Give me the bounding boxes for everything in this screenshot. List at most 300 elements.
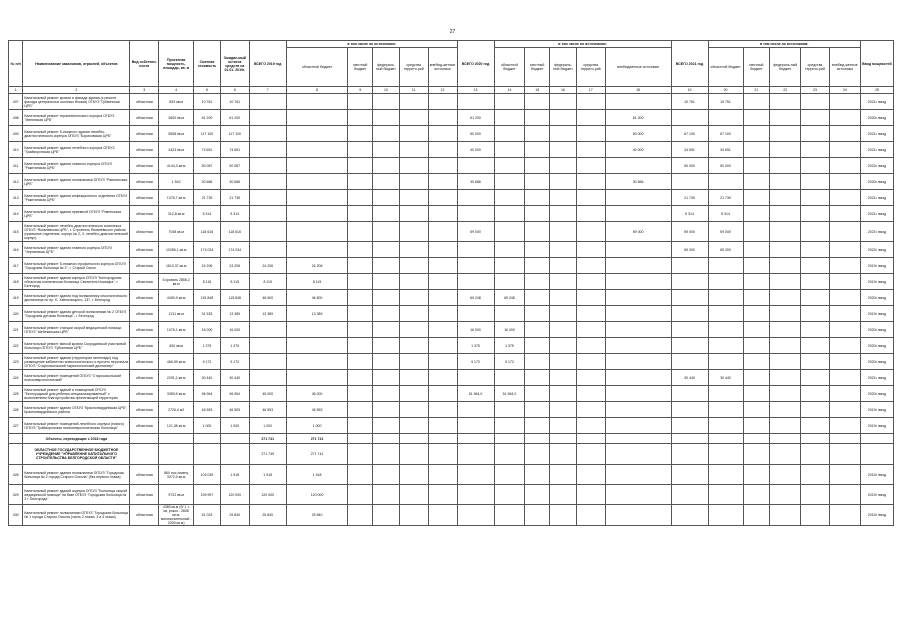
total-2020 — [457, 418, 494, 434]
regional-2021 — [708, 485, 743, 505]
offbudget-2020: 61 200 — [605, 110, 671, 126]
capacity: 4423 кв.м — [159, 142, 194, 158]
empty-cell — [348, 174, 373, 190]
empty-cell — [428, 142, 457, 158]
empty-cell — [576, 142, 605, 158]
investment-table — [8, 40, 894, 526]
empty-cell — [829, 434, 860, 444]
empty-cell — [770, 418, 801, 434]
total-2019 — [249, 338, 286, 354]
offbudget-2020 — [605, 402, 671, 418]
empty-cell — [671, 444, 708, 465]
regional-2019 — [286, 158, 348, 174]
row-number: 422 — [9, 338, 23, 354]
remaining-funds: 120 000 — [220, 485, 249, 505]
capacity: 6 кровать 2858,2 кв.м — [159, 274, 194, 290]
total-2019 — [249, 206, 286, 222]
remaining-funds: 74 651 — [220, 142, 249, 158]
empty-cell — [801, 434, 830, 444]
total-2020 — [457, 94, 494, 110]
remaining-funds: 21 739 — [220, 190, 249, 206]
empty-cell — [494, 434, 525, 444]
regional-2020 — [494, 274, 525, 290]
remaining-funds: 13 389 — [220, 306, 249, 322]
ownership: областная — [130, 386, 159, 402]
total-2021 — [671, 110, 708, 126]
regional-2021 — [708, 290, 743, 306]
object-name: Капитальный ремонт здания корпуса ОГБУЗ "Белгородская областная клиническая больница Святителя Иоасафа", г. Белгород — [23, 274, 130, 290]
empty-cell — [743, 158, 770, 174]
empty-cell — [399, 418, 428, 434]
commission-year: 2020г. ввод — [860, 174, 893, 190]
regional-2019 — [286, 174, 348, 190]
empty-cell — [399, 174, 428, 190]
regional-2019 — [286, 222, 348, 242]
empty-cell — [576, 110, 605, 126]
offbudget-2020 — [605, 290, 671, 306]
row-number: 411 — [9, 158, 23, 174]
ownership: областная — [130, 274, 159, 290]
regional-2019 — [286, 370, 348, 386]
column-number: 13 — [457, 87, 494, 94]
total-2020 — [457, 190, 494, 206]
remaining-funds: 30 666 — [220, 174, 249, 190]
ownership: областная — [130, 485, 159, 505]
empty-cell — [428, 110, 457, 126]
empty-cell — [829, 206, 860, 222]
empty-cell — [829, 258, 860, 274]
total-2020: 16 000 — [457, 322, 494, 338]
offbudget-2020: 59 000 — [605, 222, 671, 242]
empty-cell — [576, 505, 605, 526]
empty-cell — [743, 386, 770, 402]
total-2021 — [671, 338, 708, 354]
total-2019 — [249, 242, 286, 258]
empty-cell — [743, 258, 770, 274]
regional-2020: 51 964,0 — [494, 386, 525, 402]
table-row — [9, 290, 894, 306]
column-number: 3 — [130, 87, 159, 94]
header-offbudget: внебюджетные источники — [605, 48, 671, 87]
empty-cell — [525, 465, 550, 485]
estimated-cost: 239 997 — [194, 485, 221, 505]
empty-cell — [525, 386, 550, 402]
empty-cell — [801, 485, 830, 505]
header-remaining: Ожидае-мый остаток средств на 01.01. 2019г. — [220, 41, 249, 87]
regional-2020 — [494, 402, 525, 418]
summary-label: Объекты, переходящие с 2018 года — [23, 434, 130, 444]
empty-cell — [348, 354, 373, 370]
total-2019: 46 553 — [249, 402, 286, 418]
empty-cell — [9, 434, 23, 444]
capacity: 466,99 кв.м — [159, 354, 194, 370]
regional-2020 — [494, 158, 525, 174]
header-local: местный бюджет — [525, 48, 550, 87]
total-2021 — [671, 505, 708, 526]
capacity: 4490,9 кв.м — [159, 290, 194, 306]
empty-cell — [130, 444, 159, 465]
remaining-funds: 1 918 — [220, 465, 249, 485]
total-2019 — [249, 126, 286, 142]
empty-cell — [860, 434, 893, 444]
table-row — [9, 306, 894, 322]
remaining-funds: 8 115 — [220, 274, 249, 290]
empty-cell — [428, 444, 457, 465]
header-total-2019: ВСЕГО 2019 год — [249, 41, 286, 87]
empty-cell — [428, 370, 457, 386]
row-number: 428 — [9, 465, 23, 485]
empty-cell — [348, 94, 373, 110]
total-2020: 51 964,0 — [457, 386, 494, 402]
regional-2020 — [494, 222, 525, 242]
commission-year: 2022г. ввод — [860, 242, 893, 258]
total-2019 — [249, 110, 286, 126]
column-number: 24 — [829, 87, 860, 94]
empty-cell — [194, 444, 221, 465]
regional-2020 — [494, 190, 525, 206]
total-2019: 25 840 — [249, 505, 286, 526]
capacity: 833 кв.м — [159, 94, 194, 110]
table-row — [9, 110, 894, 126]
empty-cell — [829, 338, 860, 354]
remaining-funds: 30 440 — [220, 370, 249, 386]
empty-cell — [829, 505, 860, 526]
empty-cell — [829, 418, 860, 434]
commission-year: 2021г. ввод — [860, 142, 893, 158]
object-name: Капитальный ремонт помещений лечебного корпуса (нового) ОГБУЗ "Грайворонская психоневрологическая больница" — [23, 418, 130, 434]
regional-2020: 69 248 — [494, 290, 525, 306]
object-name: Капитальный ремонт терапевтического корпуса ОГБУЗ "Ивнянская ЦРБ" — [23, 110, 130, 126]
total-2019 — [249, 142, 286, 158]
empty-cell — [428, 306, 457, 322]
object-name: Капитальный ремонт здания приемной ОГБУЗ "Ровеньская ЦРБ" — [23, 206, 130, 222]
total-2019: 13 389 — [249, 306, 286, 322]
capacity: 2291,2 кв.м — [159, 370, 194, 386]
object-name: Капитальный ремонт лечебно-диагностического комплекса ОГБУЗ "Яковлевская ЦРБ", г. Строитель Яковлевского района (приемное отделение, корпус № 2, 3, лечебно-диагностический корпус) — [23, 222, 130, 242]
column-number: 2 — [23, 87, 130, 94]
ownership: областная — [130, 322, 159, 338]
empty-cell — [770, 434, 801, 444]
empty-cell — [348, 110, 373, 126]
table-row — [9, 190, 894, 206]
total-2021: 50 000 — [671, 158, 708, 174]
empty-cell — [399, 322, 428, 338]
empty-cell — [373, 505, 400, 526]
empty-cell — [743, 94, 770, 110]
empty-cell — [770, 206, 801, 222]
estimated-cost: 30 666 — [194, 174, 221, 190]
regional-2019: 1 000 — [286, 418, 348, 434]
empty-cell — [525, 158, 550, 174]
empty-cell — [743, 418, 770, 434]
empty-cell — [525, 354, 550, 370]
summary-total-2019: 271 741 — [249, 434, 286, 444]
empty-cell — [801, 258, 830, 274]
empty-cell — [428, 190, 457, 206]
object-name: Капитальный ремонт 5-этажного здания лечебно-диагностического корпуса ОГБУЗ "Борисовская ЦРБ" — [23, 126, 130, 142]
commission-year: 2019г. ввод — [860, 402, 893, 418]
object-name: Капитальный ремонт здания (территория гаптенады) под размещение кабинетов гинекологического и прочего персонала ОГБУЗ "Старооскольский наркологический диспансер" — [24, 355, 129, 368]
regional-2020: 1 375 — [494, 338, 525, 354]
total-2021: 67 100 — [671, 126, 708, 142]
empty-cell — [576, 418, 605, 434]
empty-cell — [525, 338, 550, 354]
regional-2020: 16 000 — [494, 322, 525, 338]
empty-cell — [428, 485, 457, 505]
empty-cell — [576, 386, 605, 402]
estimated-cost: 50 087 — [194, 158, 221, 174]
column-number: 23 — [801, 87, 830, 94]
remaining-funds: 174 034 — [220, 242, 249, 258]
empty-cell — [743, 126, 770, 142]
commission-year: 2021г. ввод — [860, 222, 893, 242]
row-number: 408 — [9, 110, 23, 126]
object-name: Капитальный ремонт зданий и помещений ОГБУЗ "Белгородский дом ребенка специализированный" с выполнением благоустройства прилегающей территории — [23, 386, 130, 402]
object-name: Капитальный ремонт здания главного корпуса ОГБУЗ "Ракитянская ЦРБ" — [23, 158, 130, 174]
header-total-2021: ВСЕГО 2021 год — [671, 41, 708, 87]
regional-2020 — [494, 142, 525, 158]
empty-cell — [159, 444, 194, 465]
empty-cell — [550, 370, 577, 386]
commission-year: 2021г. ввод — [860, 126, 893, 142]
empty-cell — [801, 94, 830, 110]
header-local: местный бюджет — [348, 48, 373, 87]
regional-2019 — [286, 110, 348, 126]
row-number: 407 — [9, 94, 23, 110]
empty-cell — [428, 505, 457, 526]
empty-cell — [525, 174, 550, 190]
column-number: 15 — [525, 87, 550, 94]
offbudget-2020 — [605, 158, 671, 174]
column-number: 17 — [576, 87, 605, 94]
regional-2021: 65 300 — [708, 242, 743, 258]
regional-2020 — [494, 418, 525, 434]
empty-cell — [576, 222, 605, 242]
column-number: 25 — [860, 87, 893, 94]
empty-cell — [576, 94, 605, 110]
empty-cell — [373, 158, 400, 174]
object-name: Капитальный ремонт здания поликлиники ОГБУЗ "Ракитянская ЦРБ" — [23, 174, 130, 190]
regional-2021: 50 000 — [708, 158, 743, 174]
empty-cell — [525, 258, 550, 274]
empty-cell — [428, 434, 457, 444]
total-2021 — [671, 174, 708, 190]
header-ownership: Вид собствен-ности — [130, 41, 159, 87]
empty-cell — [770, 290, 801, 306]
empty-cell — [770, 370, 801, 386]
empty-cell — [373, 402, 400, 418]
table-row — [9, 354, 894, 370]
estimated-cost: 115 848 — [194, 290, 221, 306]
empty-cell — [373, 338, 400, 354]
remaining-funds: 9 172 — [220, 354, 249, 370]
commission-year: 2022г. ввод — [860, 158, 893, 174]
empty-cell — [770, 242, 801, 258]
empty-cell — [743, 444, 770, 465]
regional-2021 — [708, 465, 743, 485]
total-2020 — [457, 158, 494, 174]
regional-2020 — [494, 485, 525, 505]
total-2021: 65 300 — [671, 242, 708, 258]
row-number: 427 — [9, 418, 23, 434]
total-2021 — [671, 290, 708, 306]
empty-cell — [770, 94, 801, 110]
empty-cell — [576, 158, 605, 174]
total-2019 — [249, 174, 286, 190]
commission-year: 2020г. ввод — [860, 322, 893, 338]
ownership: областная — [130, 142, 159, 158]
offbudget-2020 — [605, 190, 671, 206]
capacity: 600 кв.м — [159, 338, 194, 354]
column-number: 10 — [373, 87, 400, 94]
empty-cell — [457, 444, 494, 465]
empty-cell — [428, 94, 457, 110]
total-2021: 10 761 — [671, 94, 708, 110]
column-number: 6 — [220, 87, 249, 94]
column-number: 22 — [770, 87, 801, 94]
ownership: областная — [130, 402, 159, 418]
regional-2021 — [708, 322, 743, 338]
summary-row — [9, 434, 894, 444]
object-name: Капитальный ремонт здания под поликлинику онкологического диспансера по пр. Б. Хмельницкого, 137, г. Белгород — [23, 290, 130, 306]
total-2019 — [249, 222, 286, 242]
empty-cell — [348, 338, 373, 354]
object-name: Капитальный ремонт здания лечебного корпуса ОГБУЗ "Грайворонская ЦРБ" — [23, 142, 130, 158]
empty-cell — [550, 94, 577, 110]
empty-cell — [801, 306, 830, 322]
offbudget-2020 — [605, 258, 671, 274]
total-2020: 69 248 — [457, 290, 494, 306]
empty-cell — [576, 338, 605, 354]
estimated-cost: 46 553 — [194, 402, 221, 418]
estimated-cost: 1 375 — [194, 338, 221, 354]
total-2021 — [671, 306, 708, 322]
object-name: Капитальный ремонт станции скорой медицинской помощи ОГБУЗ "Шебекинская ЦРБ" — [23, 322, 130, 338]
header-territory: средства террито-рий — [801, 48, 830, 87]
total-2020 — [457, 485, 494, 505]
empty-cell — [743, 505, 770, 526]
remaining-funds: 115 848 — [220, 290, 249, 306]
commission-year: 2020г. ввод — [860, 290, 893, 306]
capacity: 9722 кв.м — [159, 485, 194, 505]
header-regional: областной бюджет — [494, 48, 525, 87]
empty-cell — [348, 418, 373, 434]
table-body — [9, 87, 894, 526]
empty-cell — [743, 370, 770, 386]
empty-cell — [399, 126, 428, 142]
empty-cell — [373, 206, 400, 222]
column-number: 19 — [671, 87, 708, 94]
empty-cell — [829, 444, 860, 465]
empty-cell — [743, 242, 770, 258]
empty-cell — [770, 222, 801, 242]
empty-cell — [576, 190, 605, 206]
empty-cell — [576, 206, 605, 222]
capacity: 312,8 кв.м — [159, 206, 194, 222]
offbudget-2020 — [605, 505, 671, 526]
empty-cell — [550, 190, 577, 206]
empty-cell — [428, 242, 457, 258]
regional-2021 — [708, 354, 743, 370]
table-row — [9, 222, 894, 242]
object-name: Капитальный ремонт здания поликлиники ОГБУЗ "Городская больница № 2 города Старого Оскола" (без первого этажа) — [23, 465, 130, 485]
empty-cell — [373, 290, 400, 306]
regional-2019: 45 000 — [286, 386, 348, 402]
row-number: 412 — [9, 174, 23, 190]
empty-cell — [525, 222, 550, 242]
empty-cell — [428, 354, 457, 370]
empty-cell — [829, 322, 860, 338]
empty-cell — [829, 386, 860, 402]
table-row — [9, 258, 894, 274]
ownership: областная — [130, 465, 159, 485]
table-row — [9, 142, 894, 158]
empty-cell — [525, 444, 550, 465]
remaining-funds: 118 616 — [220, 222, 249, 242]
object-name: Капитальный ремонт 5-этажного профильного корпуса ОГБУЗ "Городская больница № 2", г. Старый Оскол — [23, 258, 130, 274]
commission-year: 2019г. ввод — [860, 465, 893, 485]
empty-cell — [373, 465, 400, 485]
column-number: 11 — [399, 87, 428, 94]
empty-cell — [770, 142, 801, 158]
row-number: 430 — [9, 505, 23, 526]
estimated-cost: 21 739 — [194, 190, 221, 206]
empty-cell — [494, 444, 525, 465]
header-federal: федераль-ный бюджет — [550, 48, 577, 87]
empty-cell — [428, 158, 457, 174]
estimated-cost: 61 200 — [194, 110, 221, 126]
empty-cell — [743, 174, 770, 190]
remaining-funds: 10 761 — [220, 94, 249, 110]
empty-cell — [801, 110, 830, 126]
empty-cell — [399, 434, 428, 444]
empty-cell — [576, 290, 605, 306]
regional-2021 — [708, 306, 743, 322]
empty-cell — [576, 402, 605, 418]
empty-cell — [399, 505, 428, 526]
empty-cell — [550, 142, 577, 158]
empty-cell — [348, 258, 373, 274]
empty-cell — [801, 174, 830, 190]
total-2021 — [671, 322, 708, 338]
total-2020: 40 000 — [457, 142, 494, 158]
total-2019 — [249, 190, 286, 206]
empty-cell — [801, 418, 830, 434]
commission-year: 2019г. ввод — [860, 418, 893, 434]
empty-cell — [829, 94, 860, 110]
header-sources-2021: в том числе по источникам: — [708, 41, 860, 48]
empty-cell — [829, 158, 860, 174]
remaining-funds: 1 000 — [220, 418, 249, 434]
empty-cell — [373, 126, 400, 142]
empty-cell — [399, 306, 428, 322]
empty-cell — [428, 418, 457, 434]
capacity: 1 542 — [159, 174, 194, 190]
empty-cell — [801, 322, 830, 338]
table-row — [9, 402, 894, 418]
empty-cell — [428, 338, 457, 354]
regional-2021 — [708, 174, 743, 190]
empty-cell — [770, 322, 801, 338]
offbudget-2020 — [605, 338, 671, 354]
header-federal: федераль-ный бюджет — [770, 48, 801, 87]
header-name: Наименование заказчиков, отраслей, объектов — [23, 41, 130, 87]
regional-2020 — [494, 505, 525, 526]
row-number: 415 — [9, 222, 23, 242]
row-number: 410 — [9, 142, 23, 158]
row-number: 409 — [9, 126, 23, 142]
column-number: 9 — [348, 87, 373, 94]
